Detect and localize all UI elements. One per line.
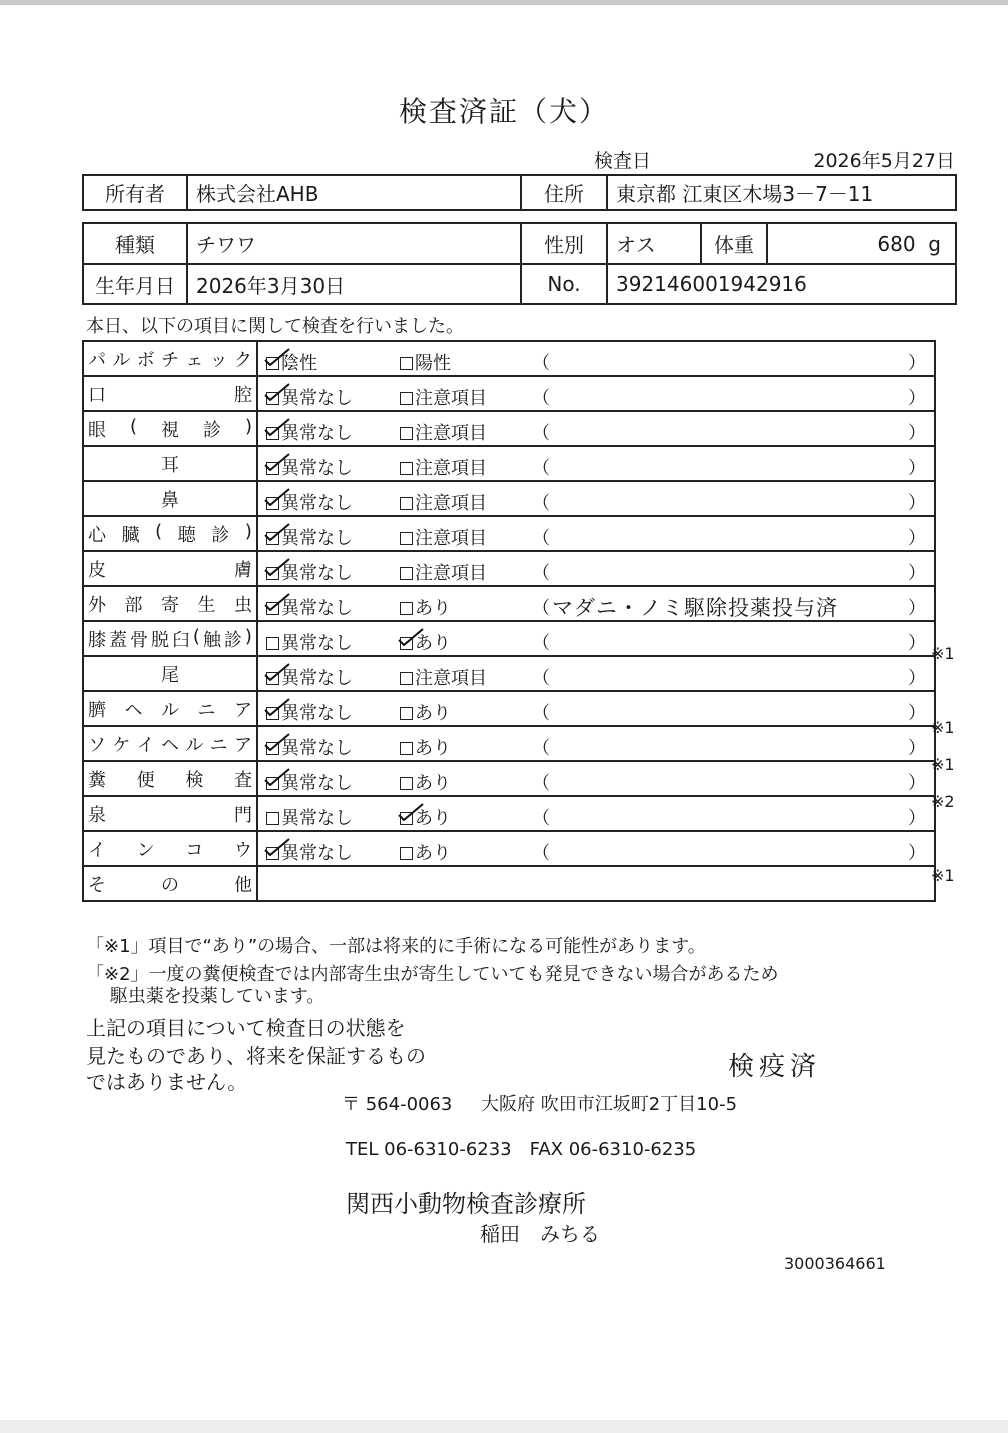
weight-value: 680 — [877, 231, 916, 256]
option-1 — [266, 594, 353, 620]
sex-value: オス — [607, 223, 701, 264]
address-label: 住所 — [521, 175, 607, 210]
check-item-label — [88, 591, 252, 617]
checkbox-icon — [266, 602, 279, 615]
check-row — [83, 656, 935, 691]
item-char: 耳 — [161, 454, 179, 476]
clinic-postal: 〒 564-0063 — [342, 1094, 453, 1115]
item-char: ) — [244, 625, 252, 647]
option-2 — [400, 419, 487, 445]
checkbox-icon — [400, 672, 413, 685]
check-result — [257, 586, 935, 621]
check-item-label — [88, 486, 252, 512]
check-item — [83, 551, 257, 586]
checkbox-icon — [400, 532, 413, 545]
option-2-label: 注意項目 — [415, 528, 487, 549]
item-char: ニ — [209, 734, 228, 756]
page-title: 検査済証（犬） — [398, 95, 609, 128]
option-1-label: 異常なし — [281, 528, 353, 549]
item-char: 糞 — [88, 769, 106, 791]
option-2 — [400, 559, 487, 585]
option-1 — [266, 384, 353, 410]
item-char: そ — [88, 874, 106, 896]
paren-close: ） — [908, 808, 926, 829]
item-char: 聴 — [177, 524, 196, 546]
item-char: 生 — [197, 594, 216, 616]
paren-close: ） — [908, 423, 926, 444]
checkbox-icon — [266, 567, 279, 580]
item-char: 門 — [234, 804, 252, 826]
paren-open: （ — [532, 808, 550, 829]
item-char: ) — [244, 415, 252, 437]
option-2 — [400, 804, 451, 830]
pet-table — [82, 222, 957, 305]
check-item-label — [88, 381, 252, 407]
checkbox-icon — [400, 812, 413, 825]
check-item-label — [88, 696, 252, 722]
option-2 — [400, 629, 451, 655]
check-result — [257, 516, 935, 551]
check-row — [83, 411, 935, 446]
item-char: 眼 — [88, 419, 106, 441]
item-char: 泉 — [88, 804, 106, 826]
item-char: ( — [155, 520, 163, 542]
paren-close: ） — [908, 563, 926, 584]
checkbox-icon — [400, 497, 413, 510]
item-char: イ — [136, 734, 155, 756]
item-char: ア — [234, 699, 252, 721]
option-1-label: 異常なし — [281, 388, 353, 409]
item-char: 臓 — [121, 524, 140, 546]
checkbox-icon — [400, 357, 413, 370]
item-char: ヘ — [124, 699, 143, 721]
paren-open: （ — [532, 598, 550, 619]
option-2 — [400, 524, 487, 550]
check-result — [257, 446, 935, 481]
check-result — [257, 621, 935, 656]
check-item-label — [88, 626, 252, 652]
checkbox-icon — [400, 462, 413, 475]
item-char: 虫 — [234, 594, 252, 616]
option-1 — [266, 769, 353, 795]
item-char: ク — [233, 349, 252, 371]
paren-close: ） — [908, 493, 926, 514]
option-2-label: あり — [415, 773, 451, 794]
sex-label: 性別 — [521, 223, 607, 264]
exam-date-label: 検査日 — [594, 150, 652, 172]
item-char: 口 — [88, 384, 106, 406]
item-char: ア — [233, 734, 252, 756]
item-char: 外 — [88, 594, 106, 616]
owner-value: 株式会社AHB — [187, 175, 521, 210]
dob-label: 生年月日 — [83, 264, 187, 304]
item-char: 部 — [124, 594, 143, 616]
checkbox-icon — [266, 637, 279, 650]
checkbox-icon — [266, 812, 279, 825]
breed-label: 種類 — [83, 223, 187, 264]
statement-line-3: ではありません。 — [86, 1070, 248, 1094]
item-char: ソ — [88, 734, 106, 756]
checkbox-icon — [266, 777, 279, 790]
check-item — [83, 691, 257, 726]
paren-open: （ — [532, 423, 550, 444]
item-char: ル — [185, 734, 204, 756]
paren-open: （ — [532, 668, 550, 689]
option-2 — [400, 384, 487, 410]
option-1-label: 異常なし — [281, 668, 353, 689]
check-row — [83, 481, 935, 516]
paren-open: （ — [532, 773, 550, 794]
option-1-label: 異常なし — [281, 808, 353, 829]
option-1-label: 異常なし — [281, 738, 353, 759]
paren-close: ） — [908, 773, 926, 794]
item-char: 他 — [234, 874, 252, 896]
footnote-2-cont: 駆虫薬を投薬しています。 — [86, 986, 325, 1007]
owner-table — [82, 174, 957, 211]
address-value: 東京都 江東区木場3－7－11 — [607, 175, 956, 210]
paren-close: ） — [908, 458, 926, 479]
check-item-label — [88, 346, 252, 372]
option-2-label: 陽性 — [415, 353, 451, 374]
option-1-label: 異常なし — [281, 633, 353, 654]
option-1-label: 異常なし — [281, 703, 353, 724]
check-row — [83, 796, 935, 831]
option-2-label: あり — [415, 843, 451, 864]
option-2 — [400, 769, 451, 795]
check-row — [83, 691, 935, 726]
option-2-label: 注意項目 — [415, 563, 487, 584]
check-row — [83, 516, 935, 551]
option-2-label: あり — [415, 703, 451, 724]
item-char: ボ — [136, 349, 155, 371]
item-char: ン — [136, 839, 155, 861]
item-char: ( — [192, 625, 200, 647]
clinic-address-line — [342, 1090, 737, 1116]
paren-open: （ — [532, 458, 550, 479]
item-char: ル — [161, 699, 179, 721]
check-item-label — [88, 836, 252, 862]
check-row — [83, 376, 935, 411]
checkbox-icon — [266, 427, 279, 440]
checkbox-icon — [266, 707, 279, 720]
checkbox-icon — [400, 707, 413, 720]
clinic-tel-fax: TEL 06-6310-6233 FAX 06-6310-6235 — [346, 1139, 697, 1160]
footnote-mark: ※1 — [931, 755, 955, 774]
option-2 — [400, 454, 487, 480]
paren-open: （ — [532, 738, 550, 759]
check-item — [83, 341, 257, 376]
paren-close: ） — [908, 843, 926, 864]
item-char: ェ — [185, 349, 204, 371]
option-2 — [400, 594, 451, 620]
footnote-1: 「※1」項目で“あり”の場合、一部は将来的に手術になる可能性があります。 — [86, 936, 706, 957]
option-1-label: 異常なし — [281, 458, 353, 479]
dob-value: 2026年3月30日 — [187, 264, 521, 304]
check-item — [83, 831, 257, 866]
other-row — [83, 866, 935, 901]
check-item — [83, 621, 257, 656]
option-1-label: 異常なし — [281, 563, 353, 584]
breed-value: チワワ — [187, 223, 521, 264]
check-result — [257, 691, 935, 726]
item-char: 査 — [233, 769, 252, 791]
check-item-label — [88, 451, 252, 477]
item-char: 検 — [185, 769, 204, 791]
item-char: 腔 — [234, 384, 252, 406]
item-char: の — [161, 874, 179, 896]
check-item-label — [88, 416, 252, 442]
item-char: 臍 — [88, 699, 106, 721]
option-2 — [400, 734, 451, 760]
paren-close: ） — [908, 738, 926, 759]
option-2-label: あり — [415, 598, 451, 619]
scan-bottom-edge — [0, 1420, 1008, 1433]
item-char: パ — [88, 349, 106, 371]
check-item — [83, 656, 257, 691]
quarantine-stamp: 検疫済 — [728, 1052, 822, 1082]
item-char: 診 — [223, 629, 242, 651]
check-row — [83, 586, 935, 621]
paren-open: （ — [532, 353, 550, 374]
paren-open: （ — [532, 563, 550, 584]
option-2 — [400, 489, 487, 515]
paren-open: （ — [532, 703, 550, 724]
check-result — [257, 551, 935, 586]
option-2-label: 注意項目 — [415, 423, 487, 444]
check-item-label — [88, 521, 252, 547]
check-item — [83, 411, 257, 446]
check-result — [257, 726, 935, 761]
paren-close: ） — [908, 353, 926, 374]
footnote-mark: ※1 — [931, 718, 955, 737]
footnote-mark: ※1 — [931, 866, 955, 885]
option-1 — [266, 664, 353, 690]
option-1-label: 異常なし — [281, 423, 353, 444]
check-result — [257, 376, 935, 411]
paren-open: （ — [532, 843, 550, 864]
item-char: 皮 — [88, 559, 106, 581]
checkbox-icon — [266, 847, 279, 860]
checkbox-icon — [266, 672, 279, 685]
footnote-2: 「※2」一度の糞便検査では内部寄生虫が寄生していても発見できない場合があるため — [86, 964, 779, 985]
item-char: 視 — [161, 419, 179, 441]
checkbox-icon — [266, 357, 279, 370]
item-char: ヘ — [160, 734, 179, 756]
exam-date-value: 2026年5月27日 — [813, 150, 955, 172]
weight-unit: g — [928, 231, 941, 256]
statement-line-2: 見たものであり、将来を保証するもの — [86, 1044, 426, 1068]
check-result — [257, 796, 935, 831]
checkbox-icon — [266, 392, 279, 405]
option-1 — [266, 839, 353, 865]
other-label — [88, 871, 252, 897]
option-1 — [266, 349, 317, 375]
option-1 — [266, 489, 353, 515]
option-1 — [266, 454, 353, 480]
item-char: 膚 — [234, 559, 252, 581]
clinic-name: 関西小動物検査診療所 — [346, 1190, 586, 1218]
weight-label: 体重 — [701, 223, 767, 264]
option-2 — [400, 349, 451, 375]
check-row — [83, 761, 935, 796]
option-1 — [266, 559, 353, 585]
doctor-name: 稲田 みちる — [480, 1222, 600, 1246]
paren-open: （ — [532, 388, 550, 409]
checkbox-icon — [400, 567, 413, 580]
option-1 — [266, 524, 353, 550]
scan-top-edge — [0, 0, 1008, 5]
check-item — [83, 481, 257, 516]
check-result — [257, 831, 935, 866]
check-row — [83, 621, 935, 656]
item-char: 触 — [202, 629, 221, 651]
checkbox-icon — [400, 427, 413, 440]
check-row — [83, 726, 935, 761]
item-char: コ — [185, 839, 204, 861]
check-item — [83, 761, 257, 796]
item-char: イ — [88, 839, 106, 861]
item-char: 蓋 — [108, 629, 127, 651]
paren-close: ） — [908, 633, 926, 654]
paren-close: ） — [908, 598, 926, 619]
footnote-mark: ※2 — [931, 792, 955, 811]
paren-close: ） — [908, 388, 926, 409]
check-item-label — [88, 766, 252, 792]
item-char: 脱 — [150, 629, 169, 651]
option-2 — [400, 664, 487, 690]
paren-open: （ — [532, 633, 550, 654]
checkbox-icon — [266, 742, 279, 755]
check-item-label — [88, 661, 252, 687]
checkbox-icon — [400, 602, 413, 615]
item-char: 寄 — [161, 594, 179, 616]
item-char: ル — [112, 349, 131, 371]
checkbox-icon — [266, 532, 279, 545]
option-1-label: 異常なし — [281, 598, 353, 619]
option-1-label: 異常なし — [281, 493, 353, 514]
check-item — [83, 796, 257, 831]
option-2-label: あり — [415, 633, 451, 654]
paren-close: ） — [908, 668, 926, 689]
check-result — [257, 411, 935, 446]
check-item — [83, 376, 257, 411]
intro-text: 本日、以下の項目に関して検査を行いました。 — [86, 316, 464, 337]
checklist-table — [82, 340, 936, 902]
option-2-label: あり — [415, 738, 451, 759]
item-char: 便 — [136, 769, 155, 791]
check-result — [257, 341, 935, 376]
item-char: 膝 — [88, 629, 106, 651]
checkbox-icon — [266, 497, 279, 510]
item-char: ッ — [209, 349, 228, 371]
option-2-label: 注意項目 — [415, 668, 487, 689]
check-item-label — [88, 556, 252, 582]
item-char: チ — [160, 349, 179, 371]
checkbox-icon — [400, 847, 413, 860]
check-row — [83, 551, 935, 586]
option-2 — [400, 699, 451, 725]
checkbox-icon — [266, 462, 279, 475]
option-1-label: 異常なし — [281, 843, 353, 864]
check-note: マダニ・ノミ駆除投薬投与済 — [552, 596, 838, 620]
check-item-label — [88, 731, 252, 757]
checkbox-icon — [400, 637, 413, 650]
check-item — [83, 516, 257, 551]
serial-number: 3000364661 — [784, 1254, 886, 1273]
check-row — [83, 446, 935, 481]
item-char: ウ — [233, 839, 252, 861]
statement-line-1: 上記の項目について検査日の状態を — [86, 1016, 406, 1040]
option-2-label: 注意項目 — [415, 388, 487, 409]
paren-open: （ — [532, 528, 550, 549]
checkbox-icon — [400, 392, 413, 405]
item-char: ケ — [112, 734, 131, 756]
option-2-label: 注意項目 — [415, 458, 487, 479]
option-2-label: あり — [415, 808, 451, 829]
check-result — [257, 761, 935, 796]
check-row — [83, 341, 935, 376]
option-1 — [266, 699, 353, 725]
option-2 — [400, 839, 451, 865]
paren-close: ） — [908, 528, 926, 549]
check-item — [83, 726, 257, 761]
item-char: 骨 — [129, 629, 148, 651]
check-item-label — [88, 801, 252, 827]
no-value: 392146001942916 — [607, 264, 956, 304]
item-char: 尾 — [161, 664, 179, 686]
check-result — [257, 656, 935, 691]
other-item — [83, 866, 257, 901]
option-1 — [266, 804, 353, 830]
check-item — [83, 586, 257, 621]
item-char: 鼻 — [161, 489, 179, 511]
footnote-mark: ※1 — [931, 644, 955, 663]
option-1 — [266, 734, 353, 760]
clinic-address: 大阪府 吹田市江坂町2丁目10-5 — [481, 1094, 738, 1115]
item-char: 臼 — [171, 629, 190, 651]
item-char: 診 — [202, 419, 221, 441]
item-char: 心 — [88, 524, 106, 546]
item-char: ( — [129, 415, 138, 437]
item-char: ) — [244, 520, 252, 542]
weight-cell — [767, 223, 956, 264]
check-item — [83, 446, 257, 481]
check-result — [257, 481, 935, 516]
item-char: 診 — [211, 524, 230, 546]
option-1 — [266, 419, 353, 445]
option-1 — [266, 629, 353, 655]
paren-open: （ — [532, 493, 550, 514]
option-2-label: 注意項目 — [415, 493, 487, 514]
option-1-label: 陰性 — [281, 353, 317, 374]
checkbox-icon — [400, 742, 413, 755]
check-row — [83, 831, 935, 866]
option-1-label: 異常なし — [281, 773, 353, 794]
checkbox-icon — [400, 777, 413, 790]
paren-close: ） — [908, 703, 926, 724]
owner-label: 所有者 — [83, 175, 187, 210]
other-value — [257, 866, 935, 901]
item-char: ニ — [197, 699, 216, 721]
no-label: No. — [521, 264, 607, 304]
